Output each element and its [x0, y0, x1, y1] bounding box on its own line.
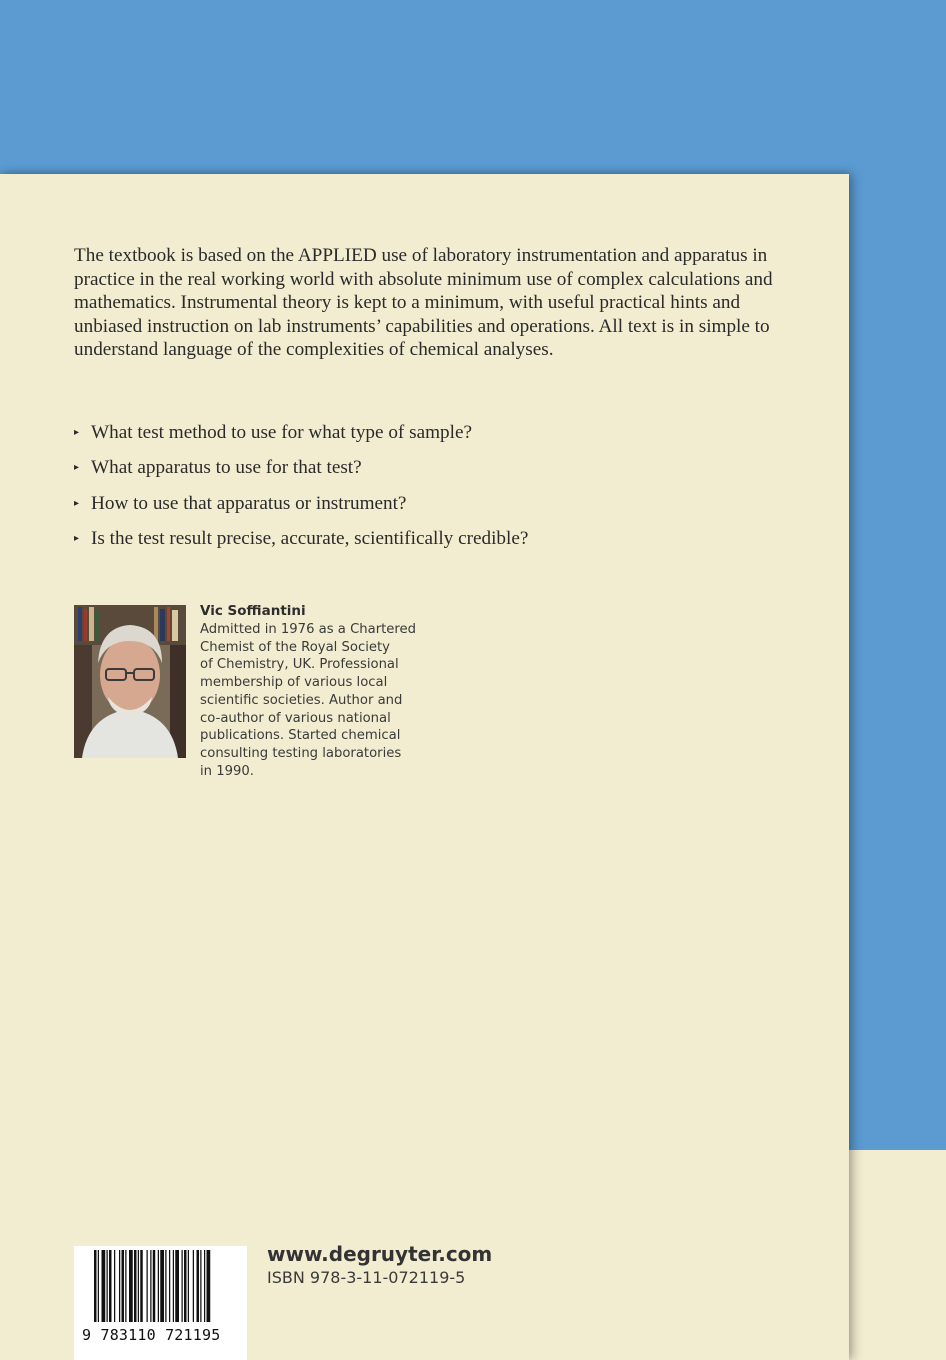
author-bio-line: Chemist of the Royal Society — [200, 639, 390, 655]
triangle-bullet-icon: ▸ — [74, 427, 80, 438]
author-bio-line: scientific societies. Author and — [200, 692, 403, 708]
back-cover-panel — [0, 174, 849, 1360]
publisher-website-link[interactable]: www.degruyter.com — [267, 1242, 493, 1266]
author-bio-line: in 1990. — [200, 763, 254, 779]
author-photo — [74, 605, 186, 758]
triangle-bullet-icon: ▸ — [74, 533, 80, 545]
author-bio-line: Admitted in 1976 as a Chartered — [200, 622, 417, 637]
intro-paragraph: The textbook is based on the APPLIED use of laboratory instrumentation and apparatus in practice in the real working world with absolute minimum use of complex calculations and mathematics. Instrumental theory is kept to a minimum, with useful practical hints and unbiased instruction on lab instruments’ capabilities and operations. All text is in simple to understand language of the complexities of chemical analyses. — [74, 245, 773, 361]
author-name: Vic Soffiantini — [200, 603, 306, 619]
barcode-digits: 9 783110 721195 — [82, 1326, 221, 1344]
question-text: What test method to use for what type of sample? — [91, 422, 472, 443]
question-text: Is the test result precise, accurate, scientifically credible? — [91, 528, 529, 550]
author-bio-line: membership of various local — [200, 675, 388, 691]
author-bio-line: publications. Started chemical — [200, 728, 401, 744]
triangle-bullet-icon: ▸ — [74, 462, 80, 474]
author-bio-line: consulting testing laboratories — [200, 745, 402, 761]
background-cream-strip — [849, 1150, 946, 1360]
author-bio-line: of Chemistry, UK. Professional — [200, 657, 399, 673]
question-list — [74, 421, 528, 563]
question-item — [74, 456, 528, 491]
isbn-barcode — [74, 1246, 247, 1360]
question-text: What apparatus to use for that test? — [91, 457, 362, 479]
question-text: How to use that apparatus or instrument? — [91, 492, 407, 514]
barcode-bars-icon — [82, 1250, 240, 1324]
question-item — [74, 421, 528, 456]
triangle-bullet-icon: ▸ — [74, 497, 80, 509]
author-bio-line: co-author of various national — [200, 710, 391, 726]
question-item — [74, 492, 528, 527]
question-item — [74, 527, 528, 562]
author-bio — [200, 621, 430, 780]
isbn-text: ISBN 978-3-11-072119-5 — [267, 1268, 466, 1287]
